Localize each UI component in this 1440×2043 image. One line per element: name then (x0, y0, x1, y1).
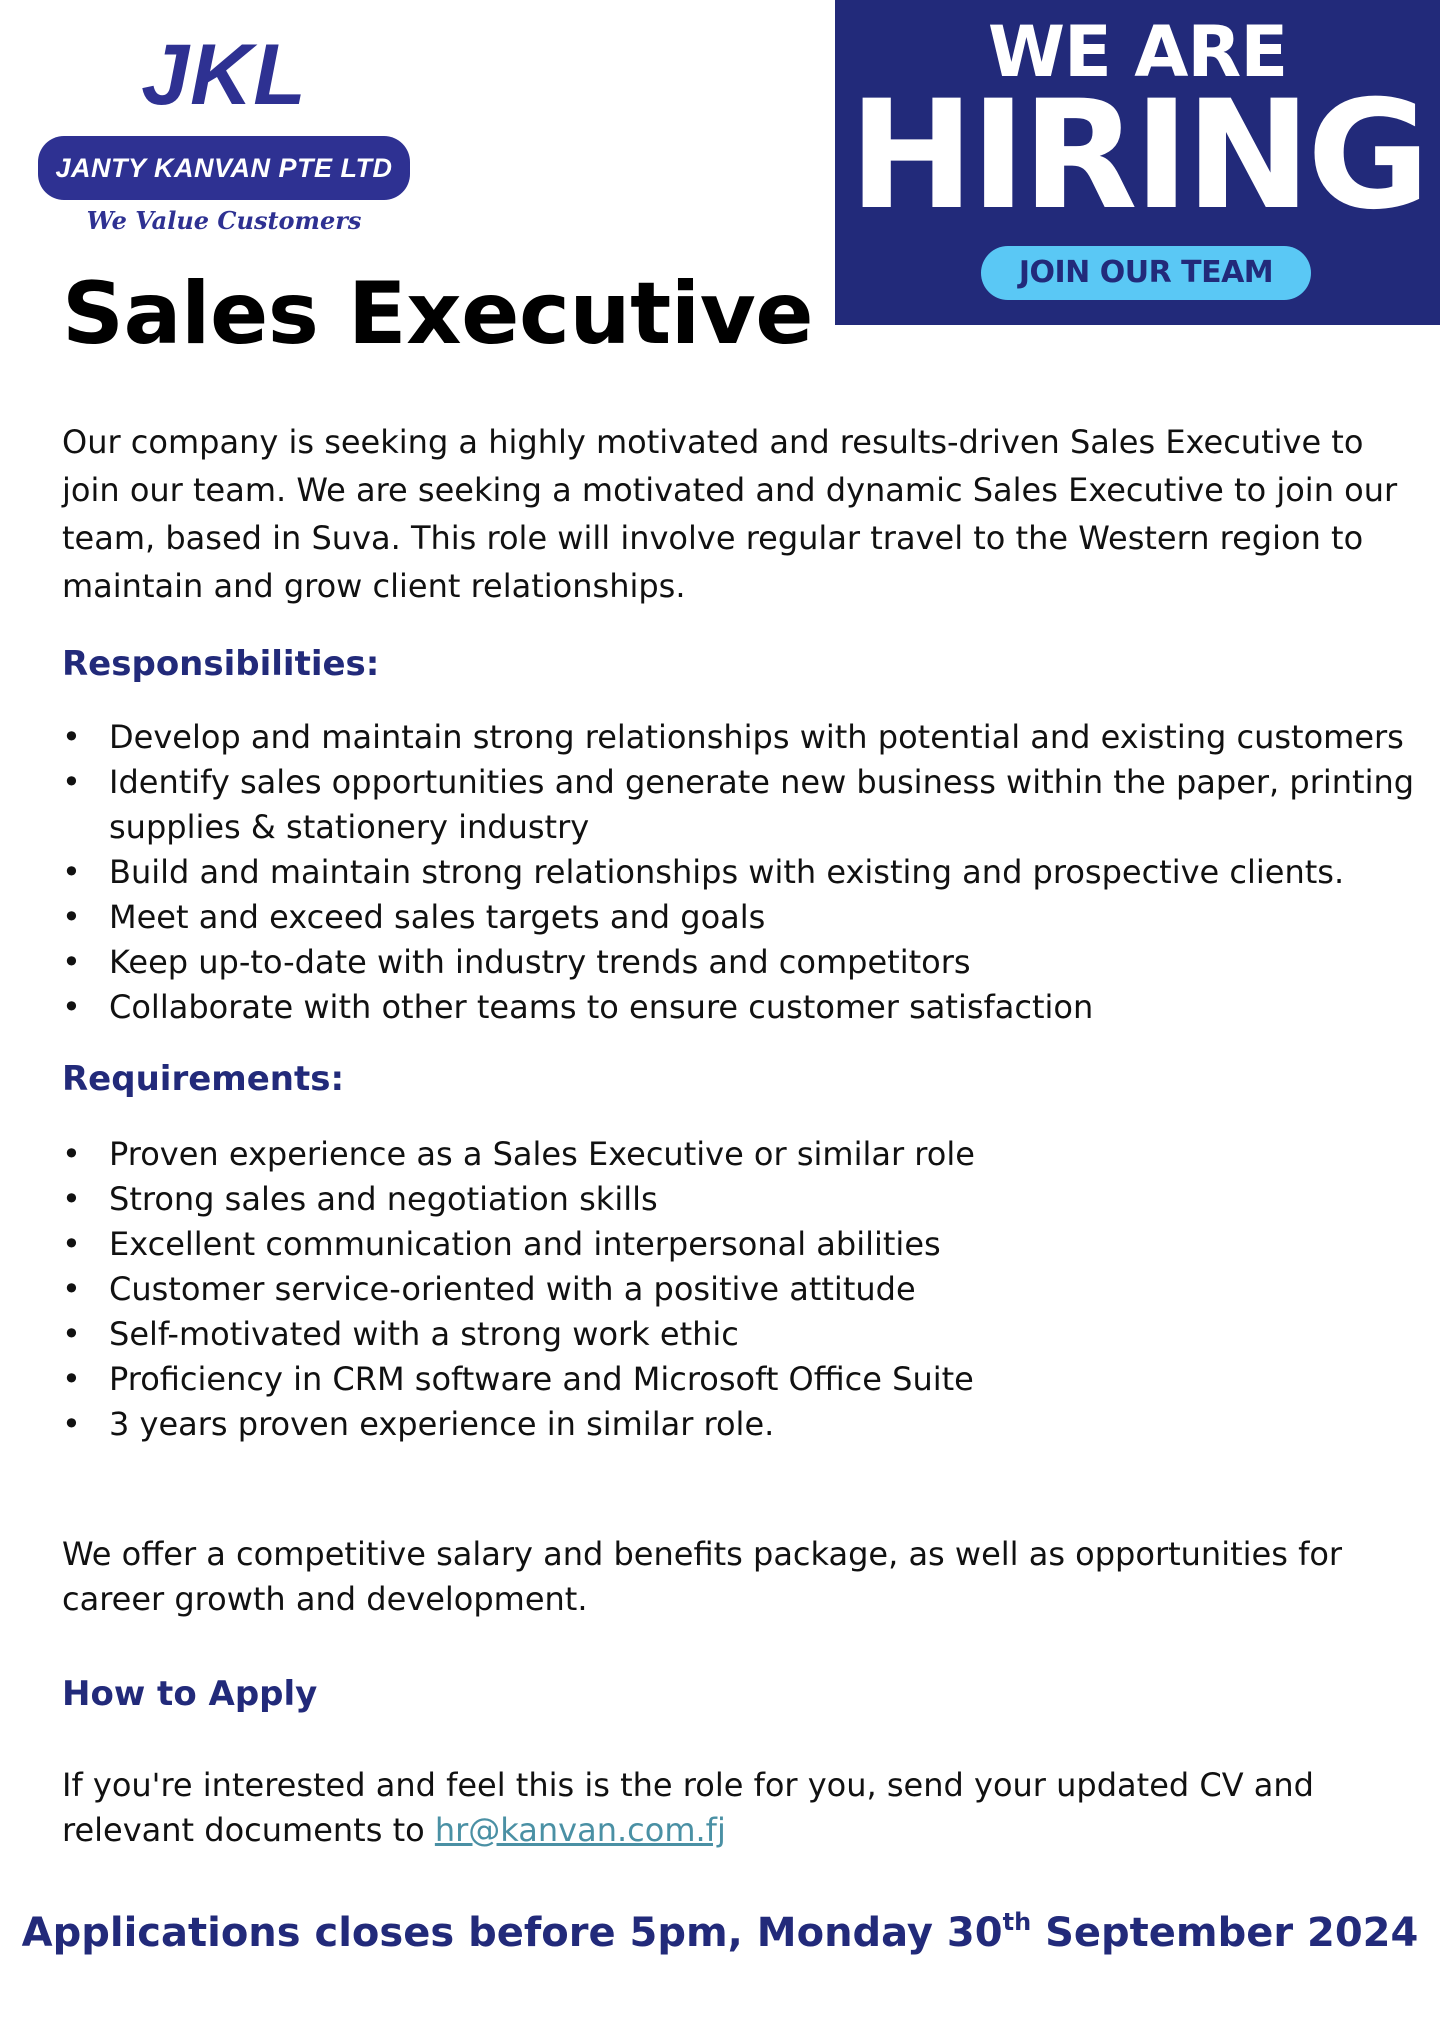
list-item: • Meet and exceed sales targets and goals (62, 895, 1422, 940)
deadline-month-year: September 2024 (1031, 1910, 1419, 1956)
deadline-text: Applications closes before 5pm, Monday 30 (21, 1910, 1003, 1956)
join-our-team-button[interactable]: JOIN OUR TEAM (981, 246, 1311, 300)
requirements-list (62, 1132, 1422, 1447)
list-item: • Collaborate with other teams to ensure customer satisfaction (62, 985, 1422, 1030)
requirements-heading: Requirements: (62, 1059, 345, 1099)
logo-tagline: We Value Customers (86, 206, 362, 235)
list-item: • Proven experience as a Sales Executive or similar role (62, 1132, 1422, 1177)
list-item: • Self-motivated with a strong work ethic (62, 1312, 1422, 1357)
intro-paragraph: Our company is seeking a highly motivated and results-driven Sales Executive to join our team. We are seeking a motivated and dynamic Sales Executive to join our team, based in Suva. This role will involve regular travel to the Western region to maintain and grow client relationships. (62, 423, 1398, 605)
banner-line-hiring: HIRING (848, 69, 1427, 243)
logo-company-name: JANTY KANVAN PTE LTD (38, 136, 410, 200)
list-item: • Strong sales and negotiation skills (62, 1177, 1422, 1222)
email-link[interactable]: hr@kanvan.com.fj (434, 1811, 726, 1849)
list-item: • Excellent communication and interpersonal abilities (62, 1222, 1422, 1267)
job-title: Sales Executive (62, 264, 814, 364)
hiring-banner (835, 0, 1440, 325)
apply-text: If you're interested and feel this is the role for you, send your updated CV and relevant documents to (62, 1766, 1314, 1849)
company-logo (38, 27, 410, 235)
responsibilities-heading: Responsibilities: (62, 644, 380, 684)
list-item: • Customer service-oriented with a positive attitude (62, 1267, 1422, 1312)
responsibilities-list (62, 715, 1422, 1030)
list-item: • Build and maintain strong relationships with existing and prospective clients. (62, 850, 1422, 895)
list-item: • 3 years proven experience in similar role. (62, 1402, 1422, 1447)
offer-paragraph: We offer a competitive salary and benefits package, as well as opportunities for career growth and development. (62, 1535, 1343, 1618)
banner-line-we-are: WE ARE (987, 11, 1288, 93)
how-to-apply-heading: How to Apply (62, 1674, 318, 1714)
application-deadline (0, 1905, 1440, 1961)
list-item: • Proficiency in CRM software and Microsoft Office Suite (62, 1357, 1422, 1402)
list-item: • Identify sales opportunities and generate new business within the paper, printing supplies & stationery industry (62, 760, 1422, 850)
job-description (62, 418, 1422, 1853)
apply-paragraph (62, 1763, 1422, 1853)
deadline-ordinal: th (1002, 1908, 1032, 1936)
list-item: • Develop and maintain strong relationships with potential and existing customers (62, 715, 1422, 760)
logo-mark: JKL (141, 27, 307, 123)
list-item: • Keep up-to-date with industry trends and competitors (62, 940, 1422, 985)
